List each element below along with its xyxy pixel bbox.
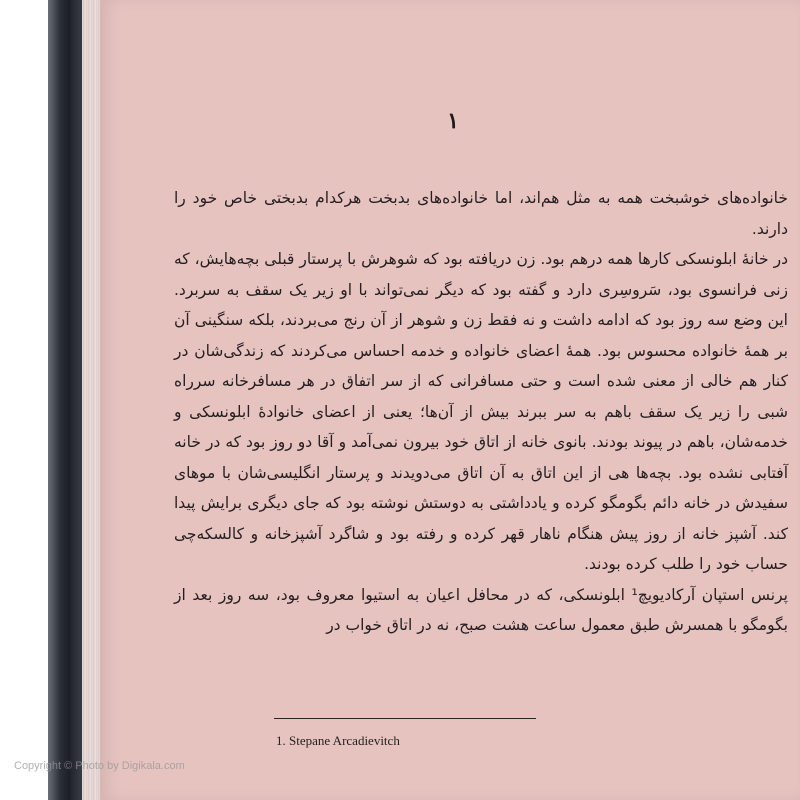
- footnote-divider: [274, 718, 536, 719]
- paragraph-3: پرنس استپان آرکادیویچ¹ ابلونسکی، که در محافل اعیان به استیوا معروف بود، سه روز بعد از بگومگو با همسرش طبق معمول ساعت هشت صبح، نه در اتاق خواب در: [174, 585, 788, 634]
- paragraph-1: خانواده‌های خوشبخت همه به مثل هم‌اند، اما خانواده‌های بدبخت هرکدام بدبختی خاص خود را دارند.: [174, 189, 788, 238]
- book-page: [100, 0, 800, 800]
- body-text: [174, 183, 788, 641]
- copyright-watermark: Copyright © Photo by Digikala.com: [14, 760, 185, 772]
- footnote: 1. Stepane Arcadievitch: [276, 733, 400, 748]
- book-spine: [48, 0, 82, 800]
- chapter-number: ١: [447, 108, 459, 134]
- paragraph-2: در خانهٔ ابلونسکی کارها همه درهم بود. زن دریافته بود که شوهرش با پرستار قبلی بچه‌هایش، که زنی فرانسوی بود، سَروسِری دارد و گفته بود که دیگر نمی‌تواند با او زیر یک سقف به سربرد. این وضع سه روز بود که ادامه داشت و نه فقط زن و شوهر از آن رنج می‌بردند، بلکه سنگینی آن بر همهٔ خانواده محسوس بود. همهٔ اعضای خانواده و خدمه احساس می‌کردند که زندگی‌شان در کنار هم خالی از معنی شده است و حتی مسافرانی که از سر اتفاق در هر مسافرخانه سرراه شبی را زیر یک سقف باهم به سر ببرند بیش از آن‌ها؛ یعنی از اعضای خانوادهٔ ابلونسکی و خدمه‌شان، باهم در پیوند بودند. بانوی خانه از اتاق خود بیرون نمی‌آمد و آقا دو روز بود که در خانه آفتابی نشده بود. بچه‌ها هی از این اتاق به آن اتاق می‌دویدند و پرستار انگلیسی‌شان با موهای سفیدش در خانه دائم بگومگو کرده و یادداشتی به دوستش نوشته بود که جای دیگری برایش پیدا کند. آشپز خانه از روز پیش هنگام ناهار قهر کرده و رفته بود و شاگرد آشپزخانه و کالسکه‌چی حساب خود را طلب کرده بودند.: [174, 250, 788, 573]
- page-edges: [82, 0, 102, 800]
